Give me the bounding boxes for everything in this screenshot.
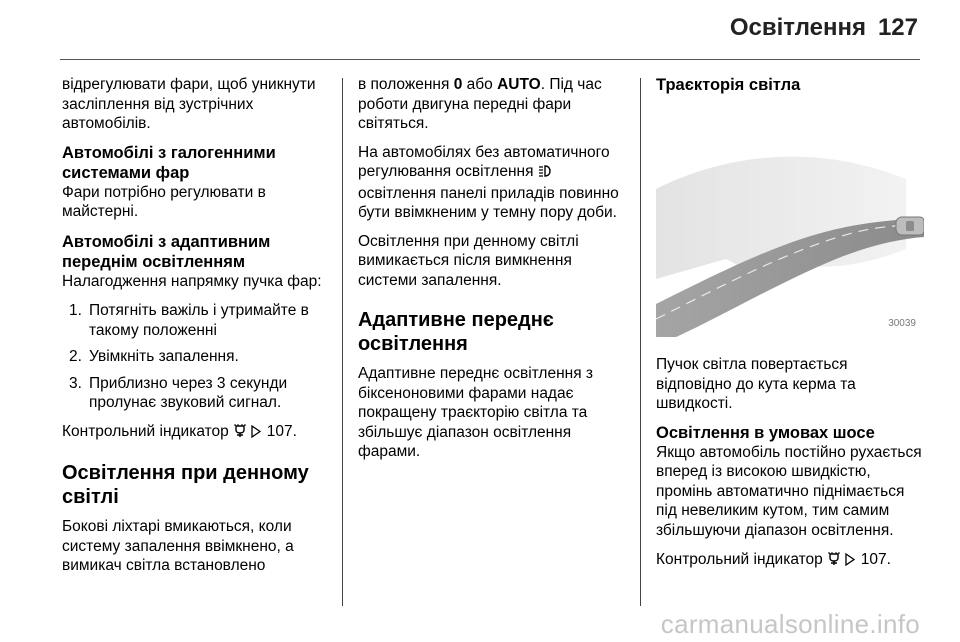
column-3: [656, 75, 924, 581]
watermark: carmanualsonline.info: [660, 609, 920, 639]
reference-arrow-icon[interactable]: [251, 424, 262, 444]
column-2: [358, 75, 626, 471]
adaptive-heading: Автомобілі з адаптивним переднім освітленням: [62, 232, 271, 271]
afl-text: Адаптивне переднє освітлення з біксеноновими фарами надає покращену траєкторію світла та збільшує діапазон освітлення фарами.: [358, 365, 594, 460]
list-item: 1. Потягніть важіль і утримайте в такому положенні: [69, 302, 309, 339]
halogen-heading: Автомобілі з галогенними системами фар: [62, 143, 276, 182]
halogen-text: Фари потрібно регулювати в майстерні.: [62, 183, 266, 220]
highway-heading: Освітлення в умовах шосе: [656, 423, 875, 442]
daytime-text: Бокові ліхтарі вмикаються, коли систему запалення ввімкнено, а вимикач світла встановлено: [62, 518, 294, 574]
trajectory-heading: Траєкторія світла: [656, 76, 801, 94]
steps-list: [62, 301, 330, 413]
reference-arrow-icon[interactable]: [845, 552, 856, 572]
highway-text: Якщо автомобіль постійно рухається вперед із високою швидкістю, промінь автоматично піднімається під невеликим кутом, тим самим збільшуючи діапазон освітлення.: [656, 443, 922, 539]
header-divider: [60, 59, 920, 60]
column-1: [62, 75, 330, 585]
figure-code: 30039: [888, 317, 916, 329]
daytime-heading: Освітлення при денному світлі: [62, 462, 309, 508]
adaptive-text: Налагодження напрямку пучка фар:: [62, 272, 322, 290]
light-trajectory-figure: [656, 119, 924, 337]
figure-caption: Пучок світла повертається відповідно до кута керма та швидкості.: [656, 356, 856, 412]
column-divider: [640, 78, 641, 606]
column-divider: [342, 78, 343, 606]
indicator-paragraph: Контрольний індикатор 107.: [62, 422, 330, 444]
headlight-indicator-icon: [827, 552, 841, 572]
daytime-off-paragraph: Освітлення при денному світлі вимикається після вимкнення системи запалення.: [358, 232, 579, 289]
instrument-illumination-icon: [538, 164, 552, 184]
switch-position-paragraph: в положення 0 або AUTO. Під час роботи двигуна передні фари світяться.: [358, 76, 602, 132]
headlight-indicator-icon: [233, 424, 247, 444]
list-item: 3. Приблизно через 3 секунди пролунає звуковий сигнал.: [69, 374, 288, 411]
afl-heading: Адаптивне переднє освітлення: [358, 309, 554, 355]
page-title: Освітлення: [729, 14, 866, 41]
page-number: 127: [877, 14, 918, 41]
list-item: 2. Увімкніть запалення.: [69, 348, 239, 365]
panel-lighting-paragraph: На автомобілях без автоматичного регулювання освітлення освітлення панелі приладів повинно бути ввімкненим у темну пору доби.: [358, 143, 619, 221]
indicator-paragraph: Контрольний індикатор 107.: [656, 550, 924, 572]
intro-paragraph: відрегулювати фари, щоб уникнути засліплення від зустрічних автомобілів.: [62, 76, 316, 132]
